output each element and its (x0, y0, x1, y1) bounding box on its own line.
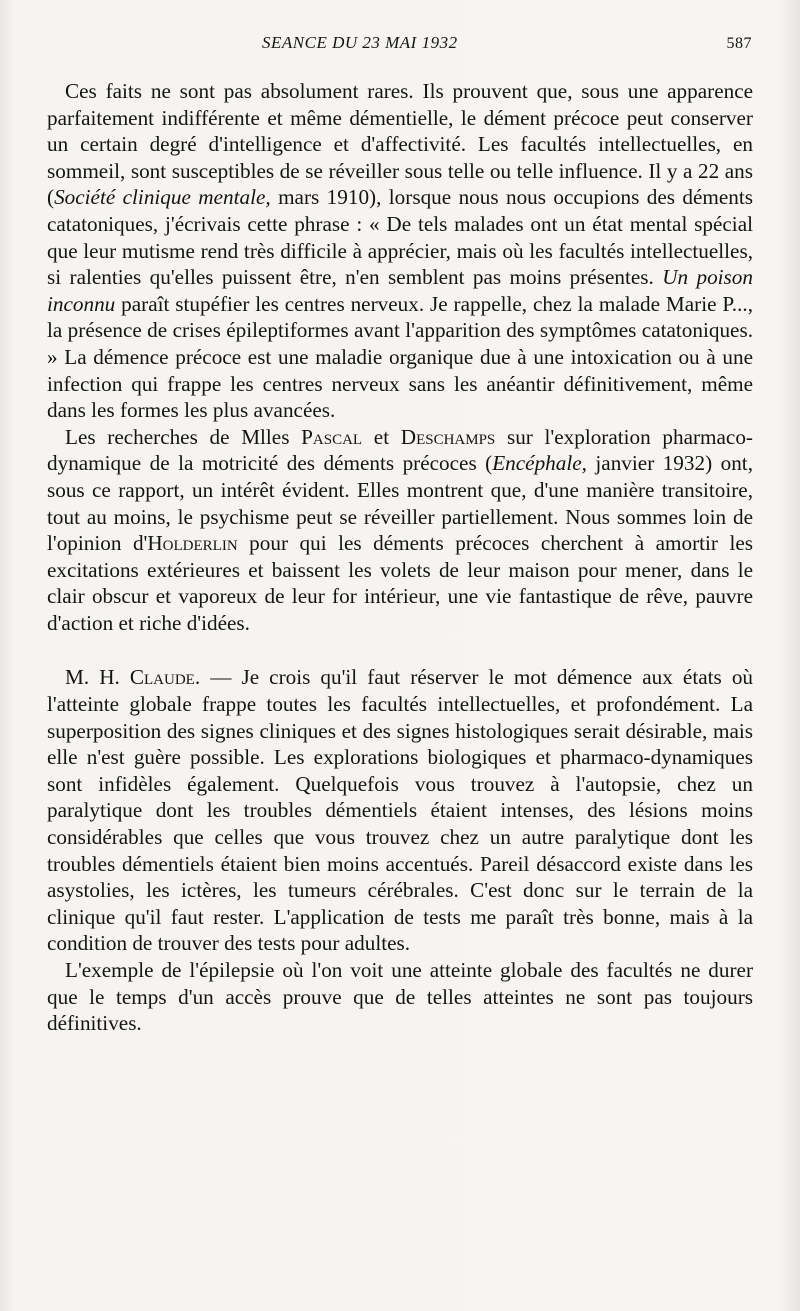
paragraph-3 (47, 664, 753, 957)
page-header (0, 33, 800, 57)
text-run: . — Je crois qu'il faut réserver le mot démence aux états où l'atteinte globale frappe toutes les facultés intellectuelles, et profondément. La superposition des signes cliniques et des signes histologiques serait désirable, mais elle n'est guère possible. Les explorations biologiques et pharmaco-dynamiques sont infidèles également. Quelquefois vous trouvez à l'autopsie, chez un paralytique dont les troubles démentiels étaient intenses, des lésions moins considérables que celles que vous trouvez chez un autre paralytique dont les troubles démentiels étaient bien moins accentués. Pareil désaccord existe dans les asystolies, les ictères, les tumeurs cérébrales. C'est donc sur le terrain de la clinique qu'il faut rester. L'application de tests me paraît très bonne, mais à la condition de trouver des tests pour adultes. (47, 665, 754, 956)
text-run: pour qui les déments précoces cherchent à amortir les excitations extérieures et baissent les volets de leur maison pour mener, dans le clair obscur et vaporeux de leur for intérieur, une vie fantastique de rêve, pauvre d'action et riche d'idées. (47, 531, 754, 635)
speaker-name-claude: Claude (129, 665, 195, 690)
paragraph-1 (47, 78, 753, 424)
text-run: Ces faits ne sont pas absolument rares. Ils prouvent que, sous une apparence parfaitement indifférente et même démentielle, le dément précoce peut conserver un certain degré d'intelligence et d'affectivité. Les facultés intellectuelles, en sommeil, sont susceptibles de se réveiller sous telle ou telle influence. Il y a 22 ans ( (47, 79, 753, 210)
page-number: 587 (726, 35, 752, 52)
page-body (47, 78, 753, 1037)
author-name-deschamps: Deschamps (400, 424, 496, 449)
italic-phrase: Un poison inconnu (47, 265, 753, 316)
running-head: SEANCE DU 23 MAI 1932 (262, 33, 458, 52)
author-name-pascal: Pascal (301, 424, 363, 449)
text-run: M. H. (65, 665, 130, 690)
text-run: paraît stupéfier les centres nerveux. Je rappelle, chez la malade Marie P..., la présence de crises épileptiformes avant l'apparition des symptômes catatoniques. » La démence précoce est une maladie organique due à une intoxication ou à une infection qui frappe les centres nerveux sans les anéantir définitivement, même dans les formes les plus avancées. (47, 291, 753, 423)
italic-citation: Société clinique mentale, (54, 185, 271, 210)
text-run: L'exemple de l'épilepsie où l'on voit une atteinte globale des facultés ne durer que le temps d'un accès prouve que de telles atteintes ne sont pas toujours définitives. (47, 958, 753, 1036)
paragraph-2 (47, 424, 753, 637)
text-run: Les recherches de Mlles (65, 424, 302, 449)
text-run: et (362, 424, 401, 449)
italic-citation: Encéphale, (492, 451, 587, 476)
text-run: janvier 1932) ont, sous ce rapport, un intérêt évident. Elles montrent que, d'une manière transitoire, tout au moins, le psychisme peut se réveiller partiellement. Nous sommes loin de l'opinion d' (47, 451, 753, 556)
author-name-holderlin: Holderlin (147, 531, 238, 556)
text-run: sur l'exploration pharmaco-dynamique de la motricité des déments précoces ( (47, 424, 753, 476)
text-run: mars 1910), lorsque nous nous occupions des déments catatoniques, j'écrivais cette phrase : « De tels malades ont un état mental spécial que leur mutisme rend très difficile à apprécier, mais où les facultés intellectuelles, si ralenties qu'elles puissent être, n'en semblent pas moins présentes. (47, 185, 753, 290)
paragraph-4 (47, 957, 753, 1037)
